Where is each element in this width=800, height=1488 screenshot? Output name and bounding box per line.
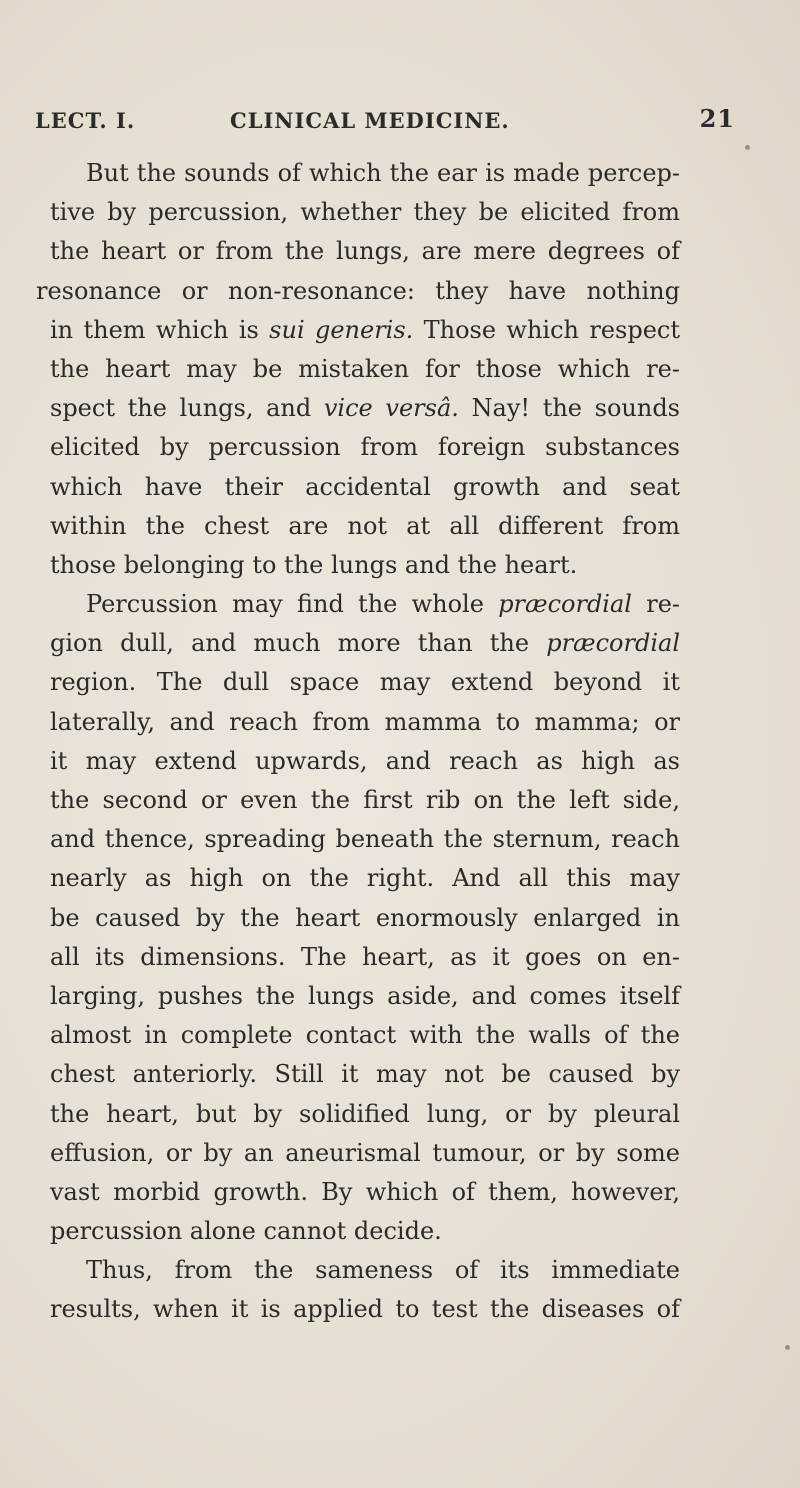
text-line: larging, pushes the lungs aside, and comes itself: [50, 981, 680, 1010]
text-line: results, when it is applied to test the diseases of: [50, 1295, 680, 1324]
text-line: the heart may be mistaken for those which re-: [50, 354, 680, 383]
body-text: [36, 154, 680, 1330]
text-line: elicited by percussion from foreign substances: [50, 433, 680, 462]
text-line: tive by percussion, whether they be elicited from: [50, 198, 680, 227]
paper-speck: [785, 1345, 790, 1350]
text-line: the heart, but by solidified lung, or by pleural: [50, 1099, 680, 1128]
text-line: laterally, and reach from mamma to mamma; or: [50, 707, 680, 736]
text-line: it may extend upwards, and reach as high as: [50, 746, 680, 775]
text-line: the heart or from the lungs, are mere degrees of: [50, 237, 680, 266]
text-line: region. The dull space may extend beyond it: [50, 668, 680, 697]
italic-term: præcordial: [546, 629, 680, 658]
text-line: spect the lungs, and vice versâ. Nay! the sounds: [50, 394, 680, 423]
text-line: nearly as high on the right. And all this may: [50, 864, 680, 893]
text-line: gion dull, and much more than the præcordial: [50, 629, 680, 658]
running-head: [35, 104, 735, 148]
page-number: 21: [699, 104, 735, 133]
italic-term: vice versâ.: [323, 394, 459, 423]
text-line: which have their accidental growth and seat: [50, 472, 680, 501]
text-line: almost in complete contact with the walls of the: [50, 1021, 680, 1050]
text-line: and thence, spreading beneath the sternum, reach: [50, 825, 680, 854]
text-line: all its dimensions. The heart, as it goes on en-: [50, 942, 680, 971]
text-line: chest anteriorly. Still it may not be caused by: [50, 1060, 680, 1089]
text-line: percussion alone cannot decide.: [50, 1217, 442, 1246]
text-line: effusion, or by an aneurismal tumour, or by some: [50, 1138, 680, 1167]
text-line: Percussion may find the whole præcordial re-: [86, 590, 680, 619]
text-line: vast morbid growth. By which of them, however,: [50, 1177, 680, 1206]
text-line: resonance or non-resonance: they have nothing: [36, 276, 680, 305]
italic-term: præcordial: [498, 590, 632, 619]
italic-term: sui generis.: [269, 315, 414, 344]
text-line: those belonging to the lungs and the heart.: [50, 550, 578, 579]
text-line: in them which is sui generis. Those which respect: [50, 315, 680, 344]
text-line: Thus, from the sameness of its immediate: [86, 1256, 680, 1285]
running-title: CLINICAL MEDICINE.: [230, 108, 510, 133]
paper-speck: [745, 145, 750, 150]
lecture-label: LECT. I.: [35, 108, 136, 133]
text-line: be caused by the heart enormously enlarged in: [50, 903, 680, 932]
text-line: within the chest are not at all different from: [50, 511, 680, 540]
text-line: But the sounds of which the ear is made percep-: [86, 159, 680, 187]
text-line: the second or even the first rib on the left side,: [50, 786, 680, 814]
